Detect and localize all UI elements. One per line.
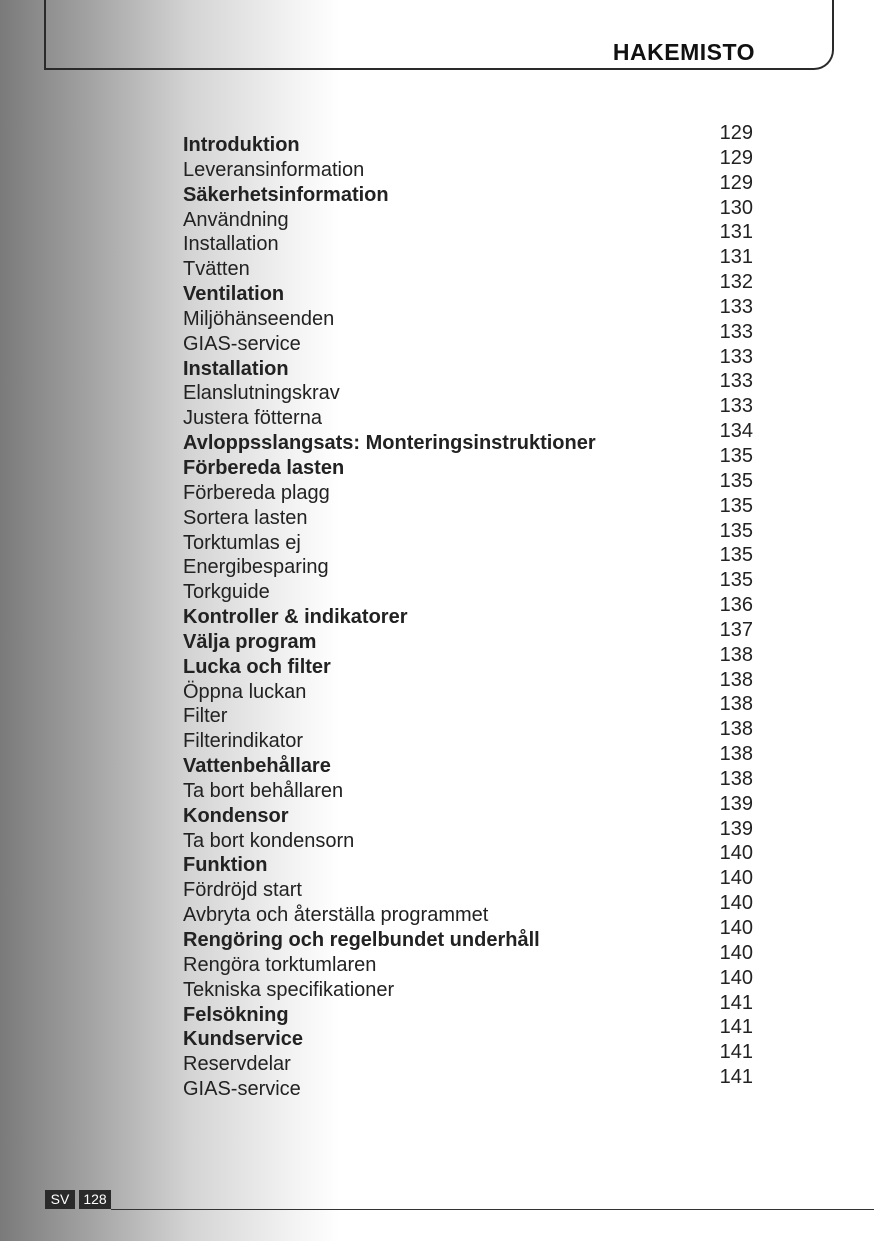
toc-entry <box>183 817 753 853</box>
toc-entry-title: Justera fötterna <box>183 407 322 430</box>
toc-entry-title: Säkerhetsinformation <box>183 183 389 206</box>
toc-entry-title: Fördröjd start <box>183 879 302 902</box>
toc-entry-title: Kondensor <box>183 804 289 827</box>
toc-entry-page: 134 <box>719 420 753 443</box>
toc-entry-page: 135 <box>719 569 753 592</box>
toc-entry <box>183 991 753 1027</box>
toc-entry-title: Torkguide <box>183 581 270 604</box>
toc-entry <box>183 941 753 977</box>
toc-entry-page: 136 <box>719 594 753 617</box>
toc-entry-title: Avloppsslangsats: Monteringsinstruktioner <box>183 432 596 455</box>
toc-entry-title: Tekniska specifikationer <box>183 978 395 1001</box>
toc-entry-title: Ta bort kondensorn <box>183 829 355 852</box>
toc-entry-page: 140 <box>719 842 753 865</box>
toc-entry <box>183 693 753 728</box>
toc-entry <box>183 618 753 654</box>
toc-entry-page: 138 <box>719 767 753 790</box>
toc-entry <box>183 370 753 405</box>
toc-entry-title: Leveransinformation <box>183 158 365 181</box>
toc-entry <box>183 320 753 356</box>
toc-entry-title: GIAS-service <box>183 1078 301 1101</box>
toc-entry-title: Avbryta och återställa programmet <box>183 904 489 927</box>
toc-entry-page: 140 <box>719 966 753 989</box>
toc-entry-title: Introduktion <box>183 134 300 156</box>
toc-entry <box>183 544 753 579</box>
toc-entry-page: 135 <box>719 444 753 467</box>
toc-entry-page: 138 <box>719 693 753 716</box>
toc-entry-page: 137 <box>719 618 753 641</box>
toc-entry-page: 141 <box>719 1016 753 1039</box>
toc-entry-page: 131 <box>719 246 753 269</box>
toc-entry <box>183 842 753 877</box>
toc-entry-title: Filter <box>183 705 228 728</box>
toc-entry-title: Förbereda plagg <box>183 481 330 504</box>
toc-entry-title: Installation <box>183 233 279 256</box>
toc-entry <box>183 444 753 480</box>
page-number-badge: 128 <box>79 1190 111 1209</box>
toc-entry <box>183 569 753 604</box>
toc-entry-title: Vattenbehållare <box>183 755 331 778</box>
toc-entry-page: 133 <box>719 320 753 343</box>
toc-entry <box>183 917 753 952</box>
toc-entry <box>183 221 753 256</box>
page-title: HAKEMISTO <box>612 39 755 65</box>
toc-entry-title: Filterindikator <box>183 730 304 753</box>
toc-entry <box>183 395 753 430</box>
toc-entry-page: 140 <box>719 917 753 939</box>
toc-entry-page: 135 <box>719 469 753 492</box>
toc-entry-title: Miljöhänseenden <box>183 307 335 330</box>
toc-entry-title: Funktion <box>183 854 268 877</box>
toc-entry-page: 133 <box>719 295 753 318</box>
toc-entry-title: Felsökning <box>183 1003 289 1026</box>
toc-entry <box>183 469 753 505</box>
toc-entry-page: 140 <box>719 867 753 890</box>
toc-entry-title: Förbereda lasten <box>183 456 345 479</box>
toc-entry <box>183 668 753 704</box>
toc-entry <box>183 594 753 629</box>
toc-entry <box>183 295 753 331</box>
footer-rule <box>111 1209 874 1210</box>
toc-entry-page: 129 <box>719 146 753 169</box>
toc-entry-page: 135 <box>719 544 753 567</box>
toc-entry-page: 138 <box>719 743 753 766</box>
toc-entry <box>183 122 753 157</box>
toc-entry <box>183 1016 753 1051</box>
toc-entry <box>183 271 753 306</box>
toc-entry-page: 135 <box>719 494 753 517</box>
toc-entry <box>183 743 753 778</box>
toc-entry <box>183 966 753 1002</box>
toc-entry-page: 140 <box>719 892 753 915</box>
toc-entry-title: Rengöring och regelbundet underhåll <box>183 929 540 951</box>
toc-entry-title: Öppna luckan <box>183 680 307 703</box>
toc-entry-page: 135 <box>719 519 753 542</box>
toc-entry <box>183 171 753 207</box>
toc-entry <box>183 1066 753 1101</box>
toc-entry-page: 138 <box>719 643 753 666</box>
toc-entry-page: 133 <box>719 395 753 418</box>
toc-entry-title: Lucka och filter <box>183 655 331 678</box>
toc-entry-page: 140 <box>719 941 753 964</box>
toc-entry-page: 139 <box>719 817 753 840</box>
toc-entry-page: 138 <box>719 668 753 691</box>
toc-entry-title: Användning <box>183 208 289 231</box>
toc-entry <box>183 345 753 381</box>
toc-entry-title: Installation <box>183 357 289 380</box>
toc-entry-page: 131 <box>719 221 753 244</box>
toc-entry-title: Välja program <box>183 630 317 653</box>
toc-entry-page: 141 <box>719 991 753 1014</box>
toc-entry-title: Kontroller & indikatorer <box>183 606 408 629</box>
toc-entry-title: Tvätten <box>183 258 250 281</box>
toc-entry <box>183 643 753 679</box>
toc-entry <box>183 792 753 828</box>
toc-entry <box>183 519 753 555</box>
toc-entry-title: Ta bort behållaren <box>183 779 344 802</box>
toc-entry-title: Sortera lasten <box>183 506 308 529</box>
toc-entry <box>183 246 753 281</box>
toc-entry-page: 138 <box>719 718 753 741</box>
toc-entry-title: Kundservice <box>183 1028 304 1051</box>
toc-entry <box>183 420 753 455</box>
toc-entry-title: GIAS-service <box>183 332 301 355</box>
toc-entry-page: 132 <box>719 271 753 294</box>
toc-entry <box>183 146 753 182</box>
toc-entry <box>183 867 753 902</box>
toc-entry <box>183 1041 753 1076</box>
toc-entry <box>183 718 753 753</box>
toc-entry-title: Elanslutningskrav <box>183 382 340 405</box>
toc-entry <box>183 494 753 530</box>
toc-entry-title: Ventilation <box>183 283 285 306</box>
toc-entry-page: 141 <box>719 1066 753 1089</box>
toc-entry-page: 141 <box>719 1041 753 1064</box>
toc-entry <box>183 196 753 232</box>
toc-entry <box>183 892 753 927</box>
toc-entry-title: Rengöra torktumlaren <box>183 953 377 976</box>
toc-entry-page: 133 <box>719 345 753 368</box>
toc-entry-title: Energibesparing <box>183 556 329 579</box>
toc-entry-page: 133 <box>719 370 753 393</box>
toc-entry-title: Reservdelar <box>183 1053 291 1076</box>
toc-entry-page: 129 <box>719 171 753 194</box>
toc-entry-title: Torktumlas ej <box>183 531 301 554</box>
toc-entry-page: 130 <box>719 196 753 219</box>
language-badge: SV <box>45 1190 75 1209</box>
toc-entry <box>183 767 753 803</box>
toc-entry-page: 139 <box>719 792 753 815</box>
table-of-contents <box>183 122 753 1101</box>
toc-entry-page: 129 <box>719 122 753 144</box>
